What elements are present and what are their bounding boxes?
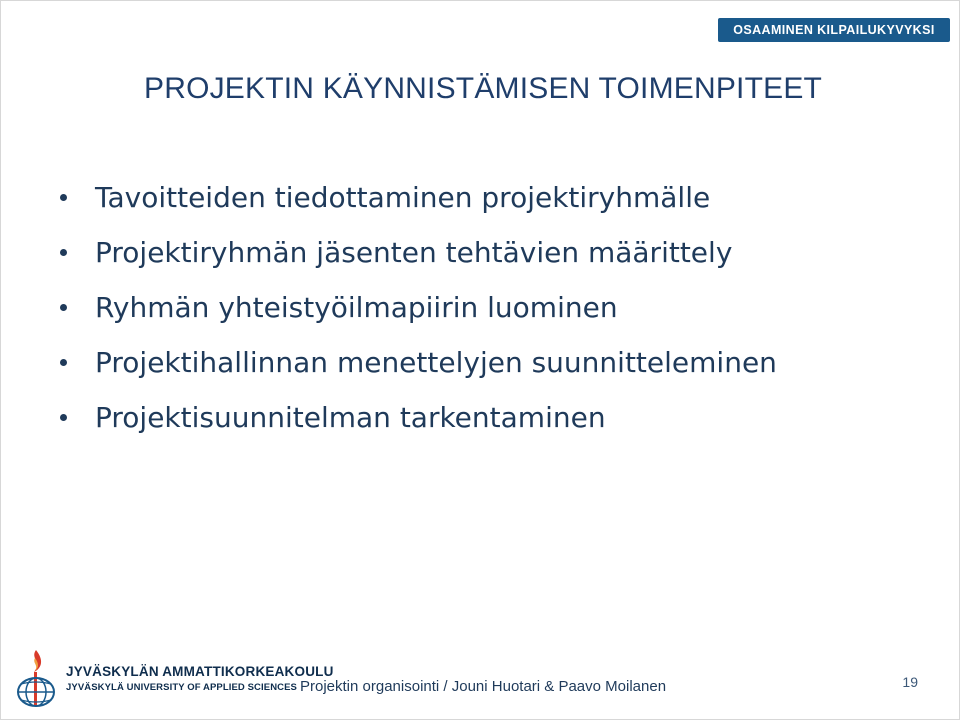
footer-text: Projektin organisointi / Jouni Huotari & Paavo Moilanen bbox=[300, 678, 667, 695]
bullet-text: Projektiryhmän jäsenten tehtävien määrittely bbox=[95, 236, 733, 269]
bullet-item bbox=[60, 170, 777, 225]
bullet-dot-icon bbox=[60, 414, 67, 421]
bullet-item bbox=[60, 335, 777, 390]
bullet-text: Tavoitteiden tiedottaminen projektiryhmälle bbox=[95, 181, 711, 214]
slogan-banner: OSAAMINEN KILPAILUKYVYKSI bbox=[718, 18, 950, 42]
bullet-text: Ryhmän yhteistyöilmapiirin luominen bbox=[95, 291, 618, 324]
bullet-item bbox=[60, 280, 777, 335]
jamk-logo-icon bbox=[12, 648, 60, 710]
school-name-block bbox=[66, 664, 334, 693]
bullet-dot-icon bbox=[60, 304, 67, 311]
slide-title: PROJEKTIN KÄYNNISTÄMISEN TOIMENPITEET bbox=[144, 72, 823, 105]
bullet-list bbox=[60, 170, 777, 445]
bullet-dot-icon bbox=[60, 249, 67, 256]
bullet-item bbox=[60, 390, 777, 445]
bullet-text: Projektisuunnitelman tarkentaminen bbox=[95, 401, 606, 434]
bullet-text: Projektihallinnan menettelyjen suunnitteleminen bbox=[95, 346, 777, 379]
bullet-dot-icon bbox=[60, 359, 67, 366]
school-name: JYVÄSKYLÄN AMMATTIKORKEAKOULU bbox=[66, 664, 334, 679]
bullet-item bbox=[60, 225, 777, 280]
page-number: 19 bbox=[902, 674, 918, 690]
school-name-english: JYVÄSKYLÄ UNIVERSITY OF APPLIED SCIENCES bbox=[66, 682, 297, 693]
bullet-dot-icon bbox=[60, 194, 67, 201]
